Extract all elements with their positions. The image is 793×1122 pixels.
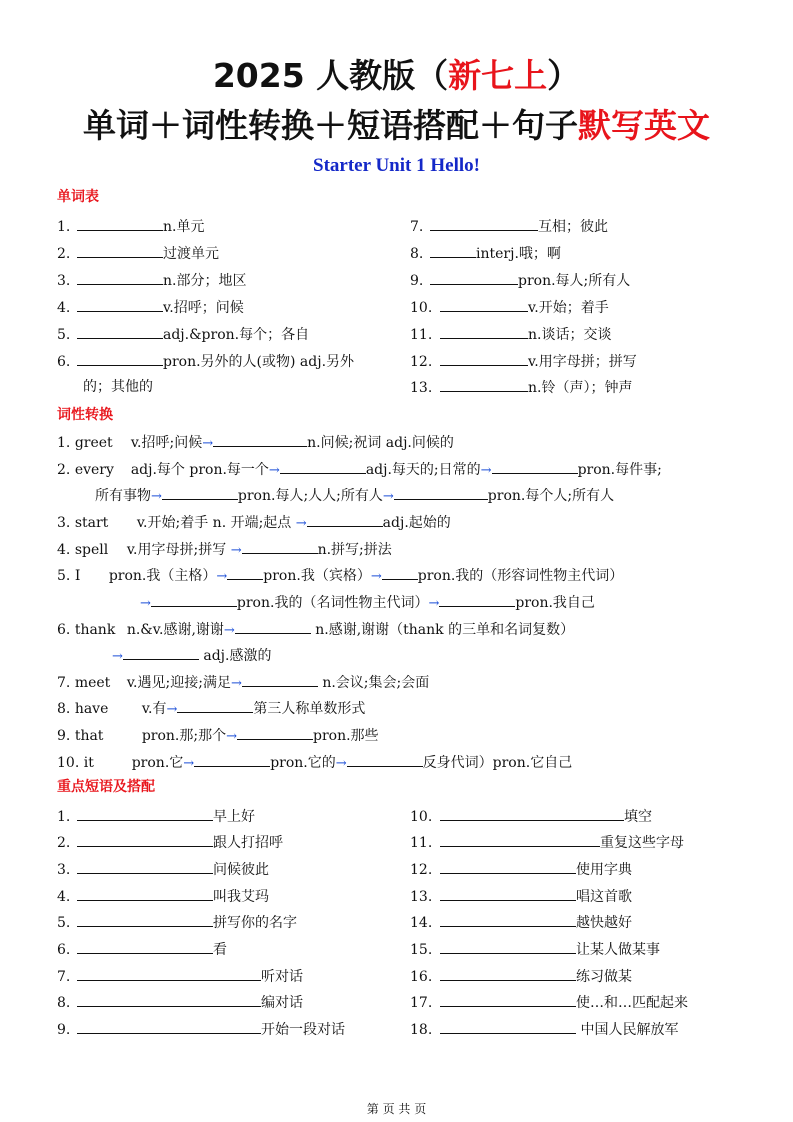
phrase-meaning: 唱这首歌 xyxy=(576,889,632,905)
item-number: 16. xyxy=(410,969,433,985)
phrase-item xyxy=(57,886,269,907)
phrase-meaning: 早上好 xyxy=(213,809,255,825)
item-number: 7. xyxy=(410,219,424,235)
item-meaning: pron.另外的人(或物) adj.另外 xyxy=(163,354,355,370)
phrase-item xyxy=(57,992,303,1013)
phrase-item xyxy=(410,886,632,907)
title-line-1 xyxy=(0,56,793,96)
derived-meaning: adj.感激的 xyxy=(203,648,272,664)
page-footer: 第 页 共 页 xyxy=(366,1102,427,1116)
phrase-meaning: 填空 xyxy=(624,809,652,825)
word-item xyxy=(57,243,219,264)
phrase-meaning: 中国人民解放军 xyxy=(576,1022,679,1038)
item-number: 12. xyxy=(410,862,433,878)
word-item xyxy=(410,270,630,291)
phrase-meaning: 问候彼此 xyxy=(213,862,269,878)
answer-blank[interactable] xyxy=(440,832,600,847)
word-item-continuation: 的；其他的 xyxy=(83,379,153,395)
answer-blank[interactable] xyxy=(440,1019,576,1034)
derived-meaning: pron.我的（名词性物主代词） xyxy=(236,595,429,611)
item-number: 1. xyxy=(57,809,71,825)
derived-meaning: pron.每个人;所有人 xyxy=(487,488,615,504)
arrow-icon: → xyxy=(151,489,162,504)
item-number: 1. xyxy=(57,219,71,235)
answer-blank[interactable] xyxy=(430,216,538,231)
item-number: 4. xyxy=(57,889,71,905)
answer-blank[interactable] xyxy=(77,886,213,901)
item-meaning: 互相；彼此 xyxy=(538,219,608,235)
answer-blank[interactable] xyxy=(77,912,213,927)
base-word: every xyxy=(74,462,114,478)
answer-blank[interactable] xyxy=(440,886,576,901)
base-meaning: v.遇见;迎接;满足 xyxy=(126,675,231,691)
derived-meaning: n.问候;祝词 adj.问候的 xyxy=(307,435,454,451)
answer-blank[interactable] xyxy=(237,725,313,740)
item-meaning: n.单元 xyxy=(163,219,205,235)
arrow-icon: → xyxy=(140,596,151,611)
item-meaning: v.招呼；问候 xyxy=(163,300,244,316)
item-meaning: interj.哦；啊 xyxy=(476,246,561,262)
answer-blank[interactable] xyxy=(77,324,163,339)
answer-blank[interactable] xyxy=(440,939,576,954)
item-number: 7. xyxy=(57,675,71,691)
base-word: that xyxy=(74,728,104,744)
item-meaning: v.用字母拼；拼写 xyxy=(528,354,637,370)
item-number: 11. xyxy=(410,327,433,343)
conversion-item xyxy=(57,752,572,774)
arrow-icon: → xyxy=(230,676,242,691)
answer-blank[interactable] xyxy=(440,806,624,821)
conversion-item xyxy=(57,619,574,641)
derived-meaning: pron.我的（形容词性物主代词） xyxy=(417,568,624,584)
arrow-icon: → xyxy=(223,623,235,638)
derived-meaning: pron.我自己 xyxy=(515,595,595,611)
base-meaning: v.招呼;问候 xyxy=(130,435,203,451)
title-suffix: ） xyxy=(547,56,581,95)
arrow-icon: → xyxy=(428,596,440,611)
answer-blank[interactable] xyxy=(440,992,576,1007)
item-number: 9. xyxy=(57,1022,71,1038)
item-number: 12. xyxy=(410,354,433,370)
base-word: thank xyxy=(74,622,116,638)
base-word: greet xyxy=(74,435,113,451)
answer-blank[interactable] xyxy=(440,377,528,392)
derived-meaning: n.拼写;拼法 xyxy=(317,542,392,558)
base-meaning: pron.那;那个 xyxy=(141,728,227,744)
answer-blank[interactable] xyxy=(440,966,576,981)
answer-blank[interactable] xyxy=(77,1019,261,1034)
answer-blank[interactable] xyxy=(162,485,238,500)
item-number: 3. xyxy=(57,515,71,531)
section-conversion-heading: 词性转换 xyxy=(57,407,113,423)
item-number: 2. xyxy=(57,246,71,262)
answer-blank[interactable] xyxy=(440,912,576,927)
conversion-item xyxy=(57,698,365,720)
item-number: 5. xyxy=(57,327,71,343)
derived-meaning: 反身代词）pron.它自己 xyxy=(422,755,573,771)
answer-blank[interactable] xyxy=(77,351,163,366)
phrase-meaning: 越快越好 xyxy=(576,915,632,931)
conversion-item-continuation xyxy=(95,485,614,507)
arrow-icon: → xyxy=(382,489,394,504)
arrow-icon: → xyxy=(335,756,347,771)
answer-blank[interactable] xyxy=(307,512,383,527)
item-number: 13. xyxy=(410,380,433,396)
item-number: 3. xyxy=(57,273,71,289)
item-number: 18. xyxy=(410,1022,433,1038)
phrase-item xyxy=(57,939,227,960)
answer-blank[interactable] xyxy=(440,297,528,312)
title-grade: 新七上 xyxy=(448,56,548,95)
phrase-item xyxy=(57,1019,345,1040)
item-number: 6. xyxy=(57,354,71,370)
item-number: 11. xyxy=(410,835,433,851)
section-phrases-heading: 重点短语及搭配 xyxy=(57,779,155,795)
item-number: 10. xyxy=(57,755,80,771)
arrow-icon: → xyxy=(183,756,195,771)
phrase-meaning: 编对话 xyxy=(261,995,303,1011)
base-word: spell xyxy=(74,542,109,558)
arrow-icon: → xyxy=(268,463,280,478)
answer-blank[interactable] xyxy=(77,297,163,312)
derived-meaning: pron.每件事; xyxy=(577,462,662,478)
item-number: 8. xyxy=(57,701,71,717)
arrow-icon: → xyxy=(295,516,307,531)
conversion-item xyxy=(57,672,429,694)
phrase-meaning: 让某人做某事 xyxy=(576,942,660,958)
word-item xyxy=(57,270,246,291)
derived-meaning: adj.起始的 xyxy=(382,515,451,531)
word-item xyxy=(57,351,354,372)
item-number: 9. xyxy=(410,273,424,289)
answer-blank[interactable] xyxy=(440,859,576,874)
item-number: 8. xyxy=(57,995,71,1011)
title-topics: 单词＋词性转换＋短语搭配＋句子 xyxy=(83,106,578,145)
base-word: have xyxy=(74,701,109,717)
answer-blank[interactable] xyxy=(382,565,418,580)
phrase-meaning: 开始一段对话 xyxy=(261,1022,345,1038)
answer-blank[interactable] xyxy=(227,565,263,580)
item-number: 9. xyxy=(57,728,71,744)
phrase-item xyxy=(410,806,652,827)
arrow-icon: → xyxy=(112,649,123,664)
phrase-item xyxy=(410,859,632,880)
base-word: start xyxy=(74,515,109,531)
arrow-icon: → xyxy=(230,543,242,558)
word-item xyxy=(57,297,244,318)
item-number: 7. xyxy=(57,969,71,985)
base-meaning: pron.我（主格） xyxy=(108,568,217,584)
item-meaning: adj.&pron.每个；各自 xyxy=(163,327,310,343)
item-number: 15. xyxy=(410,942,433,958)
base-meaning: adj.每个 pron.每一个 xyxy=(130,462,269,478)
word-item xyxy=(57,216,204,237)
conversion-item-continuation xyxy=(112,645,271,667)
answer-blank[interactable] xyxy=(492,459,578,474)
answer-blank[interactable] xyxy=(430,243,476,258)
item-number: 14. xyxy=(410,915,433,931)
answer-blank[interactable] xyxy=(77,806,213,821)
base-word: meet xyxy=(74,675,111,691)
item-number: 5. xyxy=(57,568,71,584)
answer-blank[interactable] xyxy=(77,243,163,258)
answer-blank[interactable] xyxy=(440,324,528,339)
word-item xyxy=(410,377,632,398)
answer-blank[interactable] xyxy=(347,752,423,767)
item-number: 4. xyxy=(57,542,71,558)
derived-meaning: 第三人称单数形式 xyxy=(253,701,366,717)
unit-subtitle: Starter Unit 1 Hello! xyxy=(313,155,480,176)
answer-blank[interactable] xyxy=(213,432,307,447)
phrase-item xyxy=(57,806,255,827)
conversion-item xyxy=(57,459,662,481)
item-number: 6. xyxy=(57,942,71,958)
phrase-item xyxy=(57,832,283,853)
word-item xyxy=(410,351,637,372)
item-number: 5. xyxy=(57,915,71,931)
base-meaning: n.&v.感谢,谢谢 xyxy=(126,622,224,638)
arrow-icon: → xyxy=(370,569,382,584)
base-meaning: v.开始;着手 n. 开端;起点 xyxy=(136,515,292,531)
answer-blank[interactable] xyxy=(280,459,366,474)
conversion-item-continuation xyxy=(140,592,595,614)
word-item xyxy=(410,216,608,237)
base-word: it xyxy=(83,755,94,771)
arrow-icon: → xyxy=(202,436,214,451)
phrase-meaning: 听对话 xyxy=(261,969,303,985)
arrow-icon: → xyxy=(480,463,492,478)
phrase-meaning: 重复这些字母 xyxy=(600,835,684,851)
item-number: 1. xyxy=(57,435,71,451)
phrase-meaning: 使用字典 xyxy=(576,862,632,878)
answer-blank[interactable] xyxy=(77,270,163,285)
item-number: 8. xyxy=(410,246,424,262)
item-number: 3. xyxy=(57,862,71,878)
word-item xyxy=(57,324,309,345)
derived-meaning: adj.每天的;日常的 xyxy=(365,462,481,478)
derived-meaning: n.感谢,谢谢（thank 的三单和名词复数） xyxy=(315,622,575,638)
answer-blank[interactable] xyxy=(242,672,318,687)
title-prefix: 2025 人教版（ xyxy=(212,56,449,95)
answer-blank[interactable] xyxy=(439,592,515,607)
item-number: 2. xyxy=(57,835,71,851)
answer-blank[interactable] xyxy=(430,270,518,285)
answer-blank[interactable] xyxy=(77,992,261,1007)
phrase-meaning: 拼写你的名字 xyxy=(213,915,297,931)
phrase-item xyxy=(410,992,688,1013)
arrow-icon: → xyxy=(216,569,228,584)
base-meaning: v.用字母拼;拼写 xyxy=(126,542,227,558)
word-item xyxy=(410,324,611,345)
answer-blank[interactable] xyxy=(242,539,318,554)
answer-blank[interactable] xyxy=(194,752,270,767)
arrow-icon: → xyxy=(166,702,178,717)
word-item xyxy=(410,243,561,264)
item-number: 2. xyxy=(57,462,71,478)
phrase-meaning: 看 xyxy=(213,942,227,958)
phrase-meaning: 练习做某 xyxy=(576,969,632,985)
conversion-item xyxy=(57,432,454,454)
answer-blank[interactable] xyxy=(177,698,253,713)
item-number: 6. xyxy=(57,622,71,638)
derived-meaning: pron.每人;人人;所有人 xyxy=(237,488,383,504)
derived-meaning: n.会议;集会;会面 xyxy=(322,675,430,691)
item-number: 4. xyxy=(57,300,71,316)
derived-meaning: pron.那些 xyxy=(313,728,379,744)
item-meaning: n.谈话；交谈 xyxy=(528,327,612,343)
item-meaning: n.铃（声）；钟声 xyxy=(528,380,633,396)
phrase-item xyxy=(410,939,660,960)
derived-meaning: 所有事物 xyxy=(95,488,151,504)
phrase-item xyxy=(57,966,303,987)
conversion-item xyxy=(57,539,392,561)
phrase-item xyxy=(57,912,297,933)
derived-meaning: pron.我（宾格） xyxy=(263,568,371,584)
section-words-heading: 单词表 xyxy=(57,189,99,205)
item-number: 17. xyxy=(410,995,433,1011)
phrase-meaning: 叫我艾玛 xyxy=(213,889,269,905)
item-meaning: v.开始；着手 xyxy=(528,300,609,316)
item-number: 13. xyxy=(410,889,433,905)
answer-blank[interactable] xyxy=(235,619,311,634)
phrase-meaning: 使…和…匹配起来 xyxy=(576,995,688,1011)
answer-blank[interactable] xyxy=(77,832,213,847)
answer-blank[interactable] xyxy=(77,216,163,231)
conversion-item xyxy=(57,565,623,587)
item-meaning: pron.每人;所有人 xyxy=(518,273,631,289)
answer-blank[interactable] xyxy=(394,485,488,500)
answer-blank[interactable] xyxy=(77,859,213,874)
conversion-item xyxy=(57,725,379,747)
answer-blank[interactable] xyxy=(123,645,199,660)
base-word: I xyxy=(74,568,81,584)
phrase-item xyxy=(410,1019,678,1040)
item-number: 10. xyxy=(410,300,433,316)
answer-blank[interactable] xyxy=(151,592,237,607)
phrase-item xyxy=(410,912,632,933)
phrase-item xyxy=(57,859,269,880)
title-dictation: 默写英文 xyxy=(578,106,710,145)
answer-blank[interactable] xyxy=(77,939,213,954)
arrow-icon: → xyxy=(226,729,237,744)
item-number: 10. xyxy=(410,809,433,825)
answer-blank[interactable] xyxy=(77,966,261,981)
derived-meaning: pron.它的 xyxy=(270,755,336,771)
phrase-item xyxy=(410,966,632,987)
item-meaning: n.部分；地区 xyxy=(163,273,247,289)
base-meaning: pron.它 xyxy=(131,755,184,771)
word-item xyxy=(410,297,609,318)
conversion-item xyxy=(57,512,451,534)
phrase-item xyxy=(410,832,684,853)
item-meaning: 过渡单元 xyxy=(163,246,219,262)
answer-blank[interactable] xyxy=(440,351,528,366)
phrase-meaning: 跟人打招呼 xyxy=(213,835,283,851)
base-meaning: v.有 xyxy=(141,701,167,717)
title-line-2 xyxy=(0,104,793,148)
